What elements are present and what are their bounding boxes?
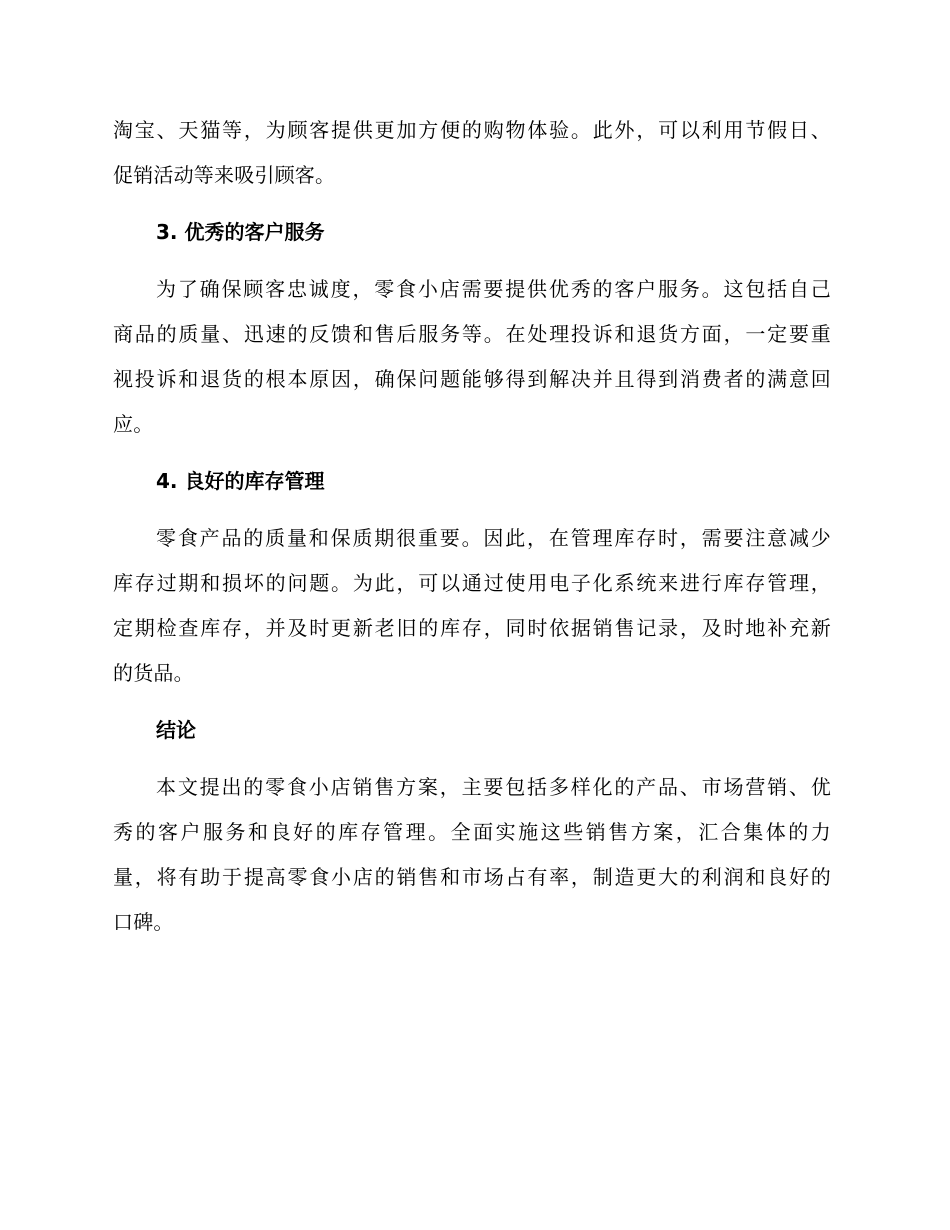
inventory-paragraph [113,516,831,696]
document-page [113,108,831,945]
paragraph-line: 促销活动等来吸引顾客。 [113,163,336,187]
paragraph-line: 视投诉和退货的根本原因，确保问题能够得到解决并且得到消费者的满意回 [113,367,831,391]
customer-service-paragraph [113,267,831,447]
paragraph-line: 库存过期和损坏的问题。为此，可以通过使用电子化系统来进行库存管理， [113,571,831,595]
paragraph-line: 口碑。 [113,910,174,934]
paragraph-line: 应。 [113,412,154,436]
conclusion-paragraph [113,765,831,945]
paragraph-line: 商品的质量、迅速的反馈和售后服务等。在处理投诉和退货方面，一定要重 [113,322,831,346]
section-heading-conclusion: 结论 [156,718,196,742]
intro-paragraph [113,108,831,198]
paragraph-line: 定期检查库存，并及时更新老旧的库存，同时依据销售记录，及时地补充新 [113,616,831,640]
section-heading-customer-service: 3. 优秀的客户服务 [156,220,325,244]
paragraph-line: 淘宝、天猫等，为顾客提供更加方便的购物体验。此外，可以利用节假日、 [113,118,831,142]
paragraph-line: 零食产品的质量和保质期很重要。因此，在管理库存时，需要注意减少 [156,526,831,550]
section-heading-inventory: 4. 良好的库存管理 [156,469,325,493]
paragraph-line: 量，将有助于提高零食小店的销售和市场占有率，制造更大的利润和良好的 [113,865,831,889]
paragraph-line: 为了确保顾客忠诚度，零食小店需要提供优秀的客户服务。这包括自己 [156,277,831,301]
paragraph-line: 秀的客户服务和良好的库存管理。全面实施这些销售方案，汇合集体的力 [113,820,831,844]
paragraph-line: 本文提出的零食小店销售方案，主要包括多样化的产品、市场营销、优 [156,775,831,799]
paragraph-line: 的货品。 [113,661,194,685]
